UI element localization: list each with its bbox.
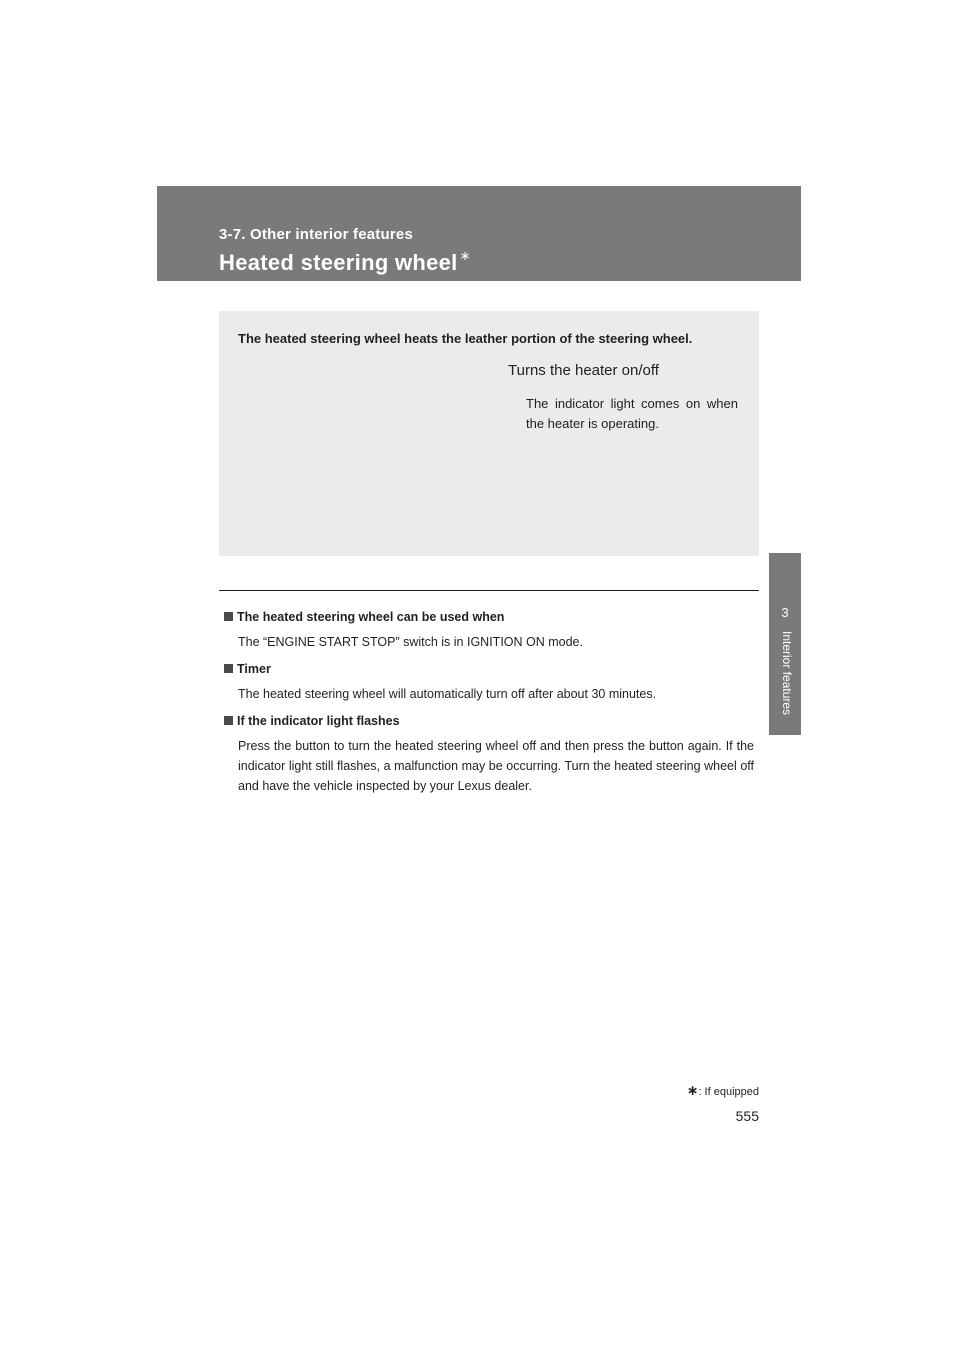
page-title (219, 248, 471, 276)
page-number: 555 (735, 1108, 759, 1124)
chapter-side-tab (769, 553, 801, 735)
callout-heading: Turns the heater on/off (508, 362, 659, 379)
illustration-intro: The heated steering wheel heats the leather portion of the steering wheel. (238, 331, 693, 346)
callout-description: The indicator light comes on when the heater is operating. (526, 396, 738, 431)
chapter-number: 3 (781, 605, 789, 620)
square-bullet-icon (224, 664, 233, 673)
illustration-image-area (219, 351, 499, 551)
chapter-label: Interior features (780, 631, 794, 716)
section-label: 3-7. Other interior features (219, 226, 413, 243)
asterisk-icon: ∗ (686, 1082, 699, 1098)
illustration-panel (219, 311, 759, 556)
square-bullet-icon (224, 612, 233, 621)
note-title (224, 608, 754, 626)
note-body: The heated steering wheel will automatically turn off after about 30 minutes. (238, 687, 657, 701)
note-body: Press the button to turn the heated steering wheel off and then press the button again. If the indicator light still flashes, a malfunction may be occurring. Turn the heated steering wheel off and have the vehicle inspected by your Lexus dealer. (238, 739, 754, 793)
note-title-text: If the indicator light flashes (237, 714, 400, 728)
page-title-text: Heated steering wheel (219, 250, 458, 275)
footnote (687, 1082, 759, 1099)
note-title (224, 660, 754, 678)
section-divider (219, 590, 759, 591)
note-title (224, 712, 754, 730)
footnote-text: : If equipped (698, 1086, 759, 1098)
notes-list (224, 608, 754, 804)
note-item (224, 660, 754, 704)
note-title-text: The heated steering wheel can be used when (237, 610, 505, 624)
if-equipped-marker: ∗ (459, 248, 471, 263)
note-body: The “ENGINE START STOP” switch is in IGNITION ON mode. (238, 635, 583, 649)
square-bullet-icon (224, 716, 233, 725)
note-item (224, 712, 754, 796)
note-item (224, 608, 754, 652)
note-title-text: Timer (237, 662, 271, 676)
